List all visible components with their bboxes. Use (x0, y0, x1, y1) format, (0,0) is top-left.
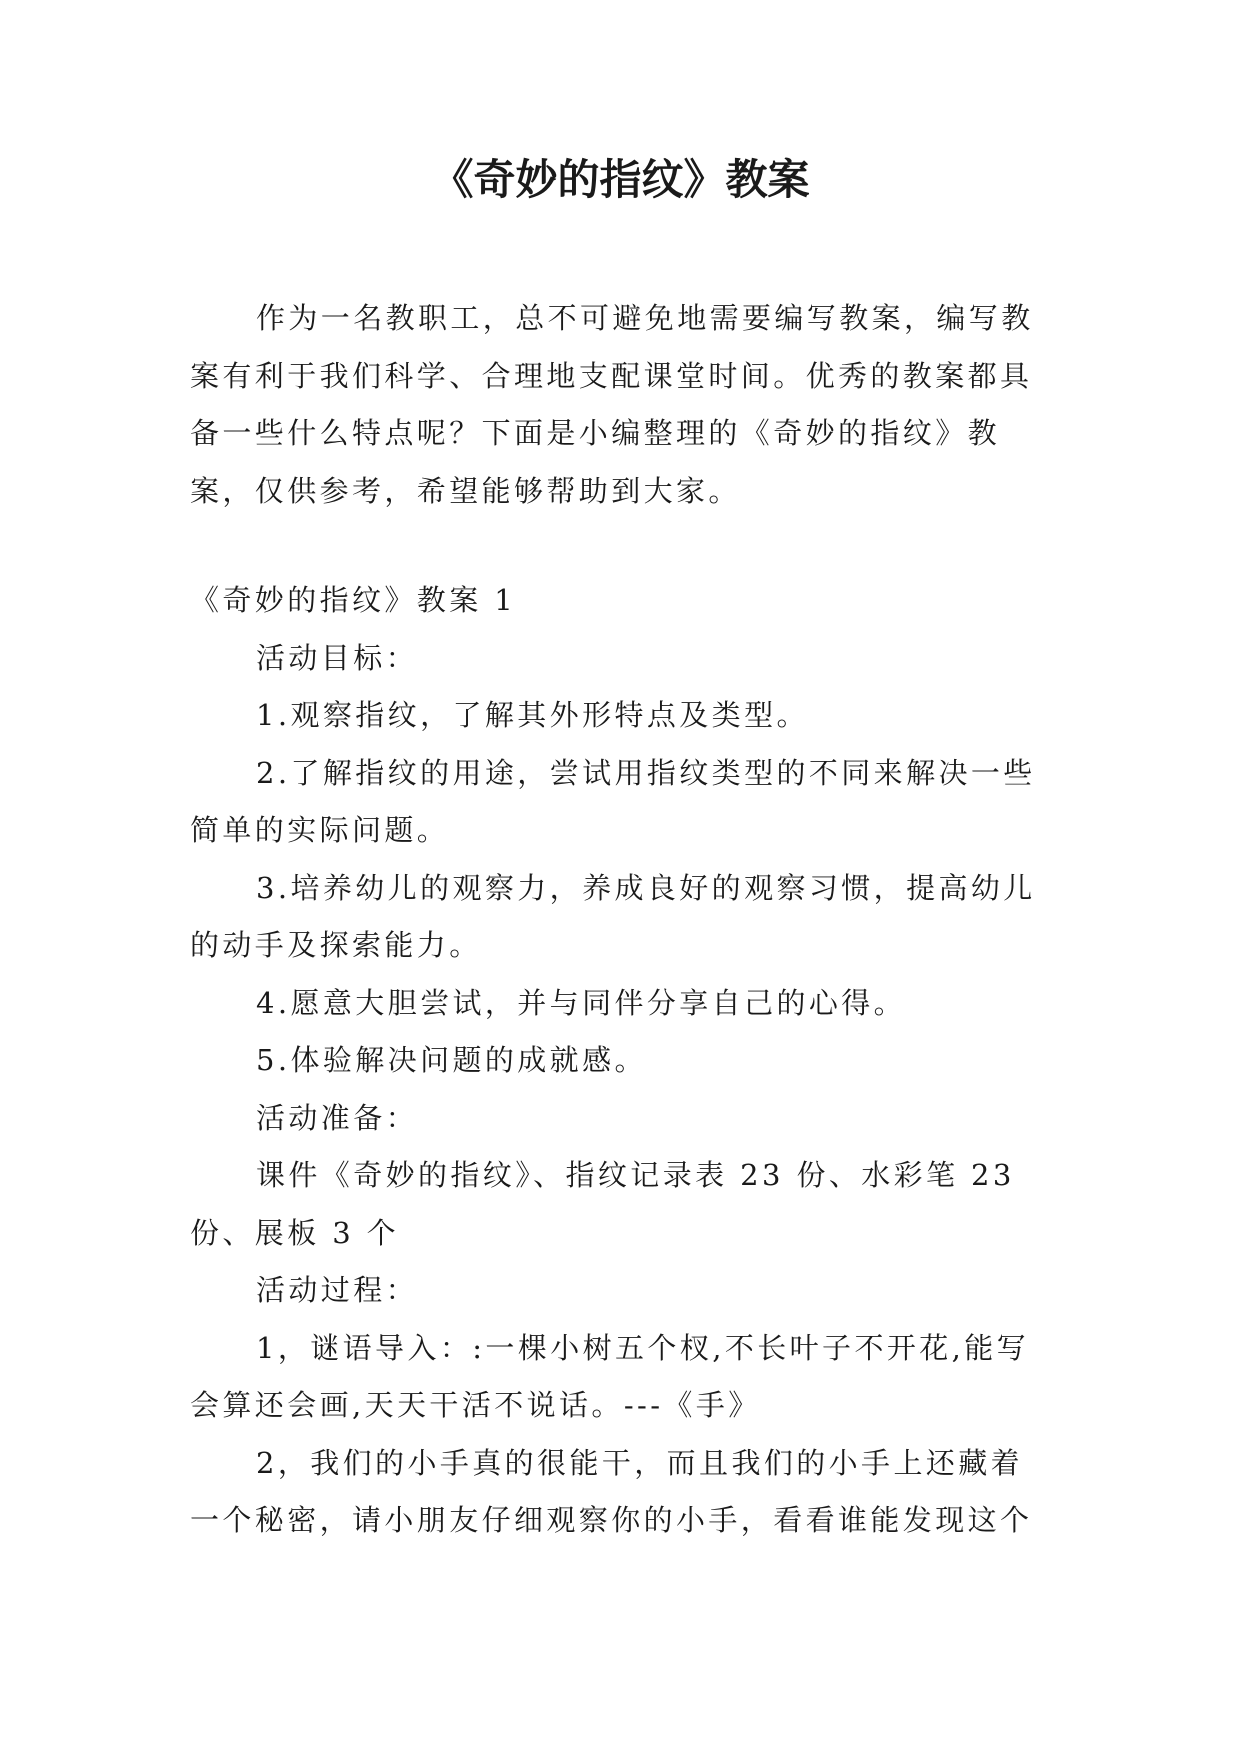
goal-item: 4.愿意大胆尝试，并与同伴分享自己的心得。 (256, 985, 907, 1020)
section-heading: 《奇妙的指纹》教案 1 (190, 583, 517, 617)
prep-text: 课件《奇妙的指纹》、指纹记录表 23 份、水彩笔 23 份、展板 3 个 (190, 1158, 1015, 1250)
process-label: 活动过程： (256, 1273, 419, 1307)
goal-item: 1.观察指纹，了解其外形特点及类型。 (256, 698, 809, 732)
document-title: 《奇妙的指纹》教案 (431, 155, 810, 204)
process-step: 2，我们的小手真的很能干，而且我们的小手上还藏着一个秘密，请小朋友仔细观察你的小手，看看谁能发现这个 (190, 1445, 1033, 1537)
document-body (190, 290, 1050, 1550)
prep-label: 活动准备： (256, 1100, 419, 1135)
goal-item: 5.体验解决问题的成就感。 (256, 1043, 647, 1077)
intro-paragraph: 作为一名教职工，总不可避免地需要编写教案，编写教案有利于我们科学、合理地支配课堂时间。优秀的教案都具备一些什么特点呢？下面是小编整理的《奇妙的指纹》教案，仅供参考，希望能够帮助到大家。 (190, 301, 1034, 508)
goal-item: 3.培养幼儿的观察力，养成良好的观察习惯，提高幼儿的动手及探索能力。 (190, 870, 1036, 962)
process-step: 1，谜语导入：:一棵小树五个杈,不长叶子不开花,能写会算还会画,天天干活不说话。---《手》 (190, 1330, 1030, 1422)
goals-label: 活动目标： (256, 640, 419, 675)
goal-item: 2.了解指纹的用途，尝试用指纹类型的不同来解决一些简单的实际问题。 (190, 755, 1036, 847)
